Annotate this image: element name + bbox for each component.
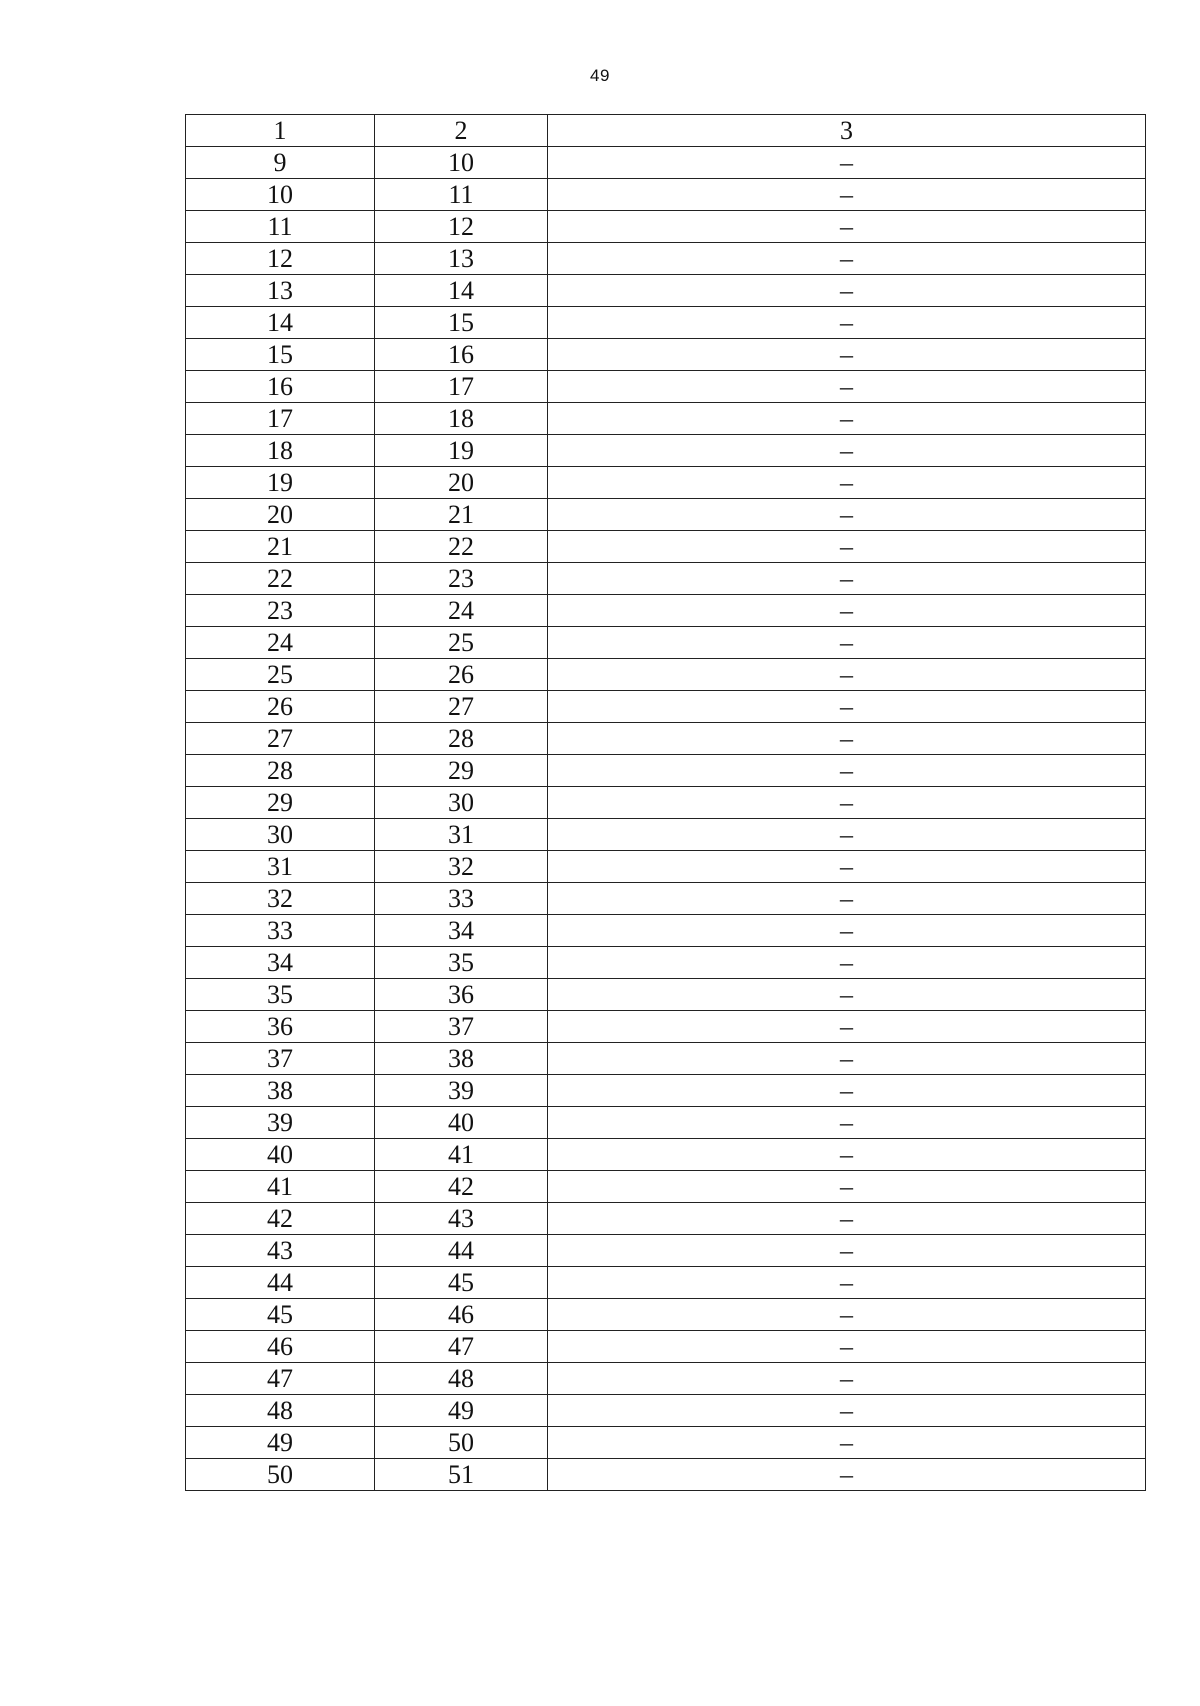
table-cell-col-2: 21 bbox=[375, 499, 548, 531]
table-row bbox=[186, 1107, 1146, 1139]
table-cell-col-3: – bbox=[548, 1235, 1146, 1267]
table-row bbox=[186, 595, 1146, 627]
table-cell-col-2: 18 bbox=[375, 403, 548, 435]
table-cell-col-2: 15 bbox=[375, 307, 548, 339]
table-cell-col-2: 47 bbox=[375, 1331, 548, 1363]
table-cell-col-3: – bbox=[548, 1299, 1146, 1331]
table-row bbox=[186, 979, 1146, 1011]
table-cell-col-1: 48 bbox=[186, 1395, 375, 1427]
table-row bbox=[186, 531, 1146, 563]
table-cell-col-2: 35 bbox=[375, 947, 548, 979]
table-cell-col-1: 46 bbox=[186, 1331, 375, 1363]
table-cell-col-2: 17 bbox=[375, 371, 548, 403]
table-cell-col-1: 10 bbox=[186, 179, 375, 211]
table-cell-col-2: 22 bbox=[375, 531, 548, 563]
table-cell-col-3: – bbox=[548, 563, 1146, 595]
table-cell-col-1: 27 bbox=[186, 723, 375, 755]
table-row bbox=[186, 723, 1146, 755]
table-cell-col-2: 39 bbox=[375, 1075, 548, 1107]
table-cell-col-3: – bbox=[548, 947, 1146, 979]
table-cell-col-3: – bbox=[548, 179, 1146, 211]
table-cell-col-3: – bbox=[548, 1267, 1146, 1299]
table-cell-col-2: 49 bbox=[375, 1395, 548, 1427]
table-cell-col-1: 45 bbox=[186, 1299, 375, 1331]
table-cell-col-1: 43 bbox=[186, 1235, 375, 1267]
table-cell-col-1: 34 bbox=[186, 947, 375, 979]
table-row bbox=[186, 275, 1146, 307]
table-row bbox=[186, 339, 1146, 371]
table-cell-col-3: – bbox=[548, 1331, 1146, 1363]
table-cell-col-3: – bbox=[548, 723, 1146, 755]
table-cell-col-2: 37 bbox=[375, 1011, 548, 1043]
table-cell-col-1: 22 bbox=[186, 563, 375, 595]
table-cell-col-1: 50 bbox=[186, 1459, 375, 1491]
table-cell-col-2: 44 bbox=[375, 1235, 548, 1267]
table-cell-col-1: 19 bbox=[186, 467, 375, 499]
header-cell-col-3: 3 bbox=[548, 115, 1146, 147]
table-row bbox=[186, 1395, 1146, 1427]
table-cell-col-1: 23 bbox=[186, 595, 375, 627]
table-cell-col-1: 12 bbox=[186, 243, 375, 275]
table-cell-col-1: 44 bbox=[186, 1267, 375, 1299]
table-cell-col-1: 13 bbox=[186, 275, 375, 307]
table-cell-col-1: 40 bbox=[186, 1139, 375, 1171]
table-cell-col-1: 28 bbox=[186, 755, 375, 787]
table-cell-col-2: 19 bbox=[375, 435, 548, 467]
data-table bbox=[185, 114, 1146, 1491]
table-row bbox=[186, 403, 1146, 435]
table-cell-col-3: – bbox=[548, 211, 1146, 243]
table-cell-col-3: – bbox=[548, 243, 1146, 275]
table-cell-col-3: – bbox=[548, 1363, 1146, 1395]
table-cell-col-3: – bbox=[548, 1459, 1146, 1491]
page-number: 49 bbox=[590, 66, 610, 85]
table-row bbox=[186, 499, 1146, 531]
table-cell-col-3: – bbox=[548, 435, 1146, 467]
table-cell-col-3: – bbox=[548, 787, 1146, 819]
table-cell-col-2: 25 bbox=[375, 627, 548, 659]
table-cell-col-1: 9 bbox=[186, 147, 375, 179]
table-cell-col-2: 14 bbox=[375, 275, 548, 307]
table-cell-col-1: 21 bbox=[186, 531, 375, 563]
table-header bbox=[186, 115, 1146, 147]
table-cell-col-3: – bbox=[548, 1171, 1146, 1203]
table-cell-col-2: 40 bbox=[375, 1107, 548, 1139]
table-cell-col-3: – bbox=[548, 1043, 1146, 1075]
table-cell-col-3: – bbox=[548, 915, 1146, 947]
table-cell-col-3: – bbox=[548, 1075, 1146, 1107]
table-cell-col-2: 41 bbox=[375, 1139, 548, 1171]
table-cell-col-1: 18 bbox=[186, 435, 375, 467]
table-row bbox=[186, 755, 1146, 787]
table-cell-col-1: 11 bbox=[186, 211, 375, 243]
header-cell-col-2: 2 bbox=[375, 115, 548, 147]
table-row bbox=[186, 883, 1146, 915]
table-cell-col-2: 46 bbox=[375, 1299, 548, 1331]
table-cell-col-2: 11 bbox=[375, 179, 548, 211]
table-row bbox=[186, 691, 1146, 723]
table-row bbox=[186, 435, 1146, 467]
table-cell-col-3: – bbox=[548, 339, 1146, 371]
table-cell-col-2: 26 bbox=[375, 659, 548, 691]
table-row bbox=[186, 1235, 1146, 1267]
table-row bbox=[186, 1363, 1146, 1395]
table-cell-col-2: 33 bbox=[375, 883, 548, 915]
table-cell-col-3: – bbox=[548, 467, 1146, 499]
table-cell-col-1: 35 bbox=[186, 979, 375, 1011]
table-cell-col-2: 13 bbox=[375, 243, 548, 275]
table-cell-col-1: 17 bbox=[186, 403, 375, 435]
table-row bbox=[186, 851, 1146, 883]
table-cell-col-3: – bbox=[548, 819, 1146, 851]
table-cell-col-3: – bbox=[548, 1107, 1146, 1139]
table-cell-col-3: – bbox=[548, 1427, 1146, 1459]
table-cell-col-3: – bbox=[548, 659, 1146, 691]
table-row bbox=[186, 371, 1146, 403]
table-cell-col-2: 30 bbox=[375, 787, 548, 819]
table-cell-col-1: 32 bbox=[186, 883, 375, 915]
table-row bbox=[186, 915, 1146, 947]
table-cell-col-2: 45 bbox=[375, 1267, 548, 1299]
table-cell-col-3: – bbox=[548, 851, 1146, 883]
table-header-row bbox=[186, 115, 1146, 147]
table-row bbox=[186, 467, 1146, 499]
table-cell-col-1: 39 bbox=[186, 1107, 375, 1139]
table-row bbox=[186, 1171, 1146, 1203]
table-row bbox=[186, 1075, 1146, 1107]
table-cell-col-3: – bbox=[548, 1395, 1146, 1427]
table-row bbox=[186, 787, 1146, 819]
table-cell-col-1: 41 bbox=[186, 1171, 375, 1203]
table-row bbox=[186, 1139, 1146, 1171]
table-cell-col-2: 36 bbox=[375, 979, 548, 1011]
table-cell-col-1: 37 bbox=[186, 1043, 375, 1075]
table-cell-col-3: – bbox=[548, 1203, 1146, 1235]
table-cell-col-1: 25 bbox=[186, 659, 375, 691]
table-cell-col-2: 28 bbox=[375, 723, 548, 755]
table-cell-col-1: 31 bbox=[186, 851, 375, 883]
table-cell-col-2: 16 bbox=[375, 339, 548, 371]
table-cell-col-3: – bbox=[548, 499, 1146, 531]
table-cell-col-3: – bbox=[548, 307, 1146, 339]
table-row bbox=[186, 627, 1146, 659]
table-cell-col-2: 12 bbox=[375, 211, 548, 243]
table-cell-col-2: 42 bbox=[375, 1171, 548, 1203]
table-cell-col-3: – bbox=[548, 1139, 1146, 1171]
table-cell-col-1: 30 bbox=[186, 819, 375, 851]
table-cell-col-2: 23 bbox=[375, 563, 548, 595]
table-cell-col-1: 36 bbox=[186, 1011, 375, 1043]
table-cell-col-2: 48 bbox=[375, 1363, 548, 1395]
table-row bbox=[186, 563, 1146, 595]
table-row bbox=[186, 1299, 1146, 1331]
table-cell-col-3: – bbox=[548, 1011, 1146, 1043]
table-cell-col-2: 51 bbox=[375, 1459, 548, 1491]
table-row bbox=[186, 1427, 1146, 1459]
table-cell-col-2: 34 bbox=[375, 915, 548, 947]
table-cell-col-1: 47 bbox=[186, 1363, 375, 1395]
table-cell-col-2: 43 bbox=[375, 1203, 548, 1235]
header-cell-col-1: 1 bbox=[186, 115, 375, 147]
table-cell-col-3: – bbox=[548, 883, 1146, 915]
table-row bbox=[186, 147, 1146, 179]
table-cell-col-2: 32 bbox=[375, 851, 548, 883]
table-cell-col-3: – bbox=[548, 531, 1146, 563]
table-row bbox=[186, 1331, 1146, 1363]
table-cell-col-3: – bbox=[548, 979, 1146, 1011]
table-row bbox=[186, 947, 1146, 979]
table-cell-col-3: – bbox=[548, 755, 1146, 787]
table-cell-col-3: – bbox=[548, 275, 1146, 307]
table-row bbox=[186, 243, 1146, 275]
table-cell-col-2: 10 bbox=[375, 147, 548, 179]
table-cell-col-1: 33 bbox=[186, 915, 375, 947]
table-cell-col-1: 20 bbox=[186, 499, 375, 531]
table-cell-col-1: 49 bbox=[186, 1427, 375, 1459]
table-cell-col-2: 24 bbox=[375, 595, 548, 627]
table-cell-col-1: 26 bbox=[186, 691, 375, 723]
table-cell-col-2: 31 bbox=[375, 819, 548, 851]
table-row bbox=[186, 179, 1146, 211]
table-cell-col-3: – bbox=[548, 595, 1146, 627]
table-row bbox=[186, 1459, 1146, 1491]
table-cell-col-1: 38 bbox=[186, 1075, 375, 1107]
table-cell-col-3: – bbox=[548, 403, 1146, 435]
table-cell-col-2: 20 bbox=[375, 467, 548, 499]
table-cell-col-3: – bbox=[548, 691, 1146, 723]
table-cell-col-2: 38 bbox=[375, 1043, 548, 1075]
table-row bbox=[186, 1011, 1146, 1043]
table-cell-col-3: – bbox=[548, 371, 1146, 403]
table-cell-col-1: 42 bbox=[186, 1203, 375, 1235]
table-cell-col-3: – bbox=[548, 627, 1146, 659]
table-row bbox=[186, 1203, 1146, 1235]
table-body bbox=[186, 147, 1146, 1491]
table-cell-col-1: 24 bbox=[186, 627, 375, 659]
table-cell-col-3: – bbox=[548, 147, 1146, 179]
table-row bbox=[186, 211, 1146, 243]
table-cell-col-2: 27 bbox=[375, 691, 548, 723]
table-row bbox=[186, 819, 1146, 851]
table-cell-col-1: 15 bbox=[186, 339, 375, 371]
table-row bbox=[186, 659, 1146, 691]
table-row bbox=[186, 307, 1146, 339]
table-cell-col-1: 29 bbox=[186, 787, 375, 819]
table-row bbox=[186, 1043, 1146, 1075]
table-cell-col-1: 16 bbox=[186, 371, 375, 403]
table-cell-col-2: 29 bbox=[375, 755, 548, 787]
table-cell-col-2: 50 bbox=[375, 1427, 548, 1459]
table-cell-col-1: 14 bbox=[186, 307, 375, 339]
table-row bbox=[186, 1267, 1146, 1299]
